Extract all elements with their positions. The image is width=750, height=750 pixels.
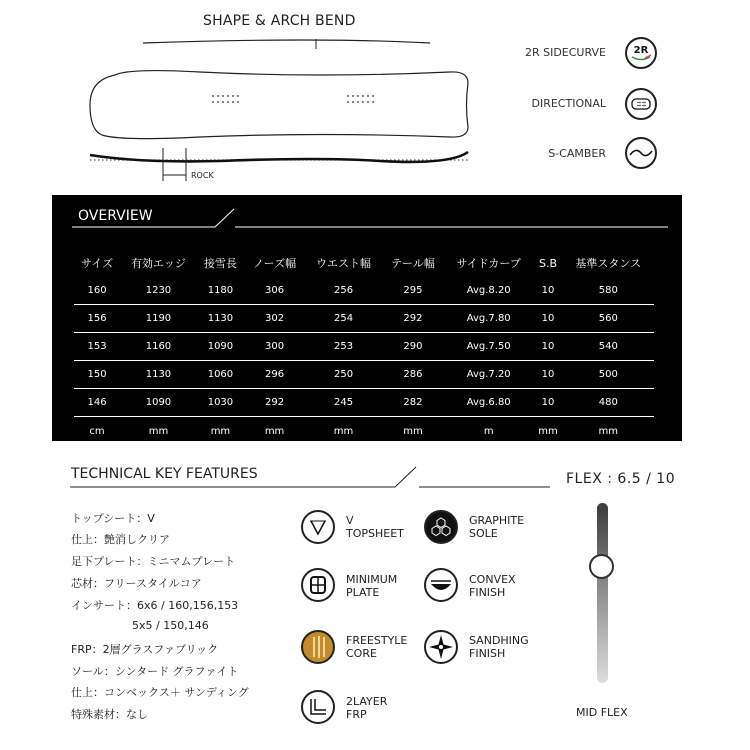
unit-cell: mm xyxy=(333,425,354,437)
col-header: ウエスト幅 xyxy=(316,257,372,270)
feature-line2: TOPSHEET xyxy=(346,527,404,540)
graphite-sole-icon xyxy=(424,510,458,544)
flex-slider-track xyxy=(597,503,608,683)
rock-label: ROCK xyxy=(191,171,214,180)
unit-cell: mm xyxy=(403,425,423,437)
overview-title-underline xyxy=(72,207,672,231)
spec-cell: 302 xyxy=(244,305,305,333)
feature-line2: FRP xyxy=(346,708,367,721)
spec-cell: 282 xyxy=(382,389,444,417)
spec-cell: Avg.7.20 xyxy=(444,361,534,389)
spec-cell: Avg.8.20 xyxy=(444,277,534,305)
flex-level-label: MID FLEX xyxy=(576,706,628,719)
spec-cell: Avg.7.80 xyxy=(444,305,534,333)
feature-line1: GRAPHITE xyxy=(469,514,525,527)
feature-label-graphite-sole xyxy=(469,514,524,540)
spec-line: ソール：シンタード グラファイト xyxy=(71,665,239,678)
spec-cell: 580 xyxy=(563,277,654,305)
unit-cell: m xyxy=(483,425,494,437)
flex-rating-label: FLEX : 6.5 / 10 xyxy=(566,471,676,487)
feature-label-convex-finish xyxy=(469,573,516,599)
spec-line: トップシート：V xyxy=(71,512,155,525)
spec-cell: 1090 xyxy=(197,333,244,361)
feature-line1: SANDHING xyxy=(469,634,529,647)
feature-line1: MINIMUM xyxy=(346,573,398,586)
spec-cell: 146 xyxy=(74,389,120,417)
s-camber-icon xyxy=(625,137,657,169)
shape-title: SHAPE & ARCH BEND xyxy=(203,13,356,29)
feature-line2: FINISH xyxy=(469,586,506,599)
spec-line: 5x5 / 150,146 xyxy=(132,619,209,632)
spec-line: 芯材：フリースタイルコア xyxy=(71,577,202,590)
directional-icon xyxy=(625,88,657,120)
feature-line1: CONVEX xyxy=(469,573,516,586)
board-shape-diagram xyxy=(80,35,480,190)
2layer-frp-icon xyxy=(301,690,335,724)
spec-cell: 292 xyxy=(382,305,444,333)
2r-icon-text: 2R xyxy=(633,45,649,56)
spec-cell: 250 xyxy=(305,361,382,389)
spec-cell: 540 xyxy=(563,333,654,361)
2r-sidecurve-icon xyxy=(625,37,657,69)
col-header: S.B xyxy=(539,256,558,270)
spec-cell: 290 xyxy=(382,333,444,361)
directional-label: DIRECTIONAL xyxy=(531,97,606,110)
col-header: ノーズ幅 xyxy=(252,257,297,270)
spec-cell: 153 xyxy=(74,333,120,361)
unit-cell: mm xyxy=(538,425,558,437)
spec-line: FRP：2層グラスファブリック xyxy=(71,643,219,656)
convex-finish-icon xyxy=(424,568,458,602)
unit-cell: mm xyxy=(148,425,169,437)
feature-label-freestyle-core xyxy=(346,634,407,660)
feature-label-2layer-frp xyxy=(346,695,387,721)
spec-cell: 10 xyxy=(534,305,563,333)
spec-line: 仕上：艶消しクリア xyxy=(71,533,170,546)
spec-cell: 286 xyxy=(382,361,444,389)
feature-line2: CORE xyxy=(346,647,377,660)
col-header: テール幅 xyxy=(391,257,435,270)
col-header: 有効エッジ xyxy=(131,257,186,270)
minimum-plate-icon xyxy=(301,568,335,602)
spec-cell: 1060 xyxy=(197,361,244,389)
spec-cell: 560 xyxy=(563,305,654,333)
spec-cell: 296 xyxy=(244,361,305,389)
sandhing-finish-icon xyxy=(424,630,458,664)
flex-slider-knob xyxy=(589,554,614,579)
spec-cell: 156 xyxy=(74,305,120,333)
spec-cell: 1160 xyxy=(120,333,197,361)
spec-cell: Avg.6.80 xyxy=(444,389,534,417)
feature-label-sandhing-finish xyxy=(469,634,529,660)
col-header: 基準スタンス xyxy=(575,257,642,270)
spec-cell: 1130 xyxy=(197,305,244,333)
spec-cell: 480 xyxy=(563,389,654,417)
spec-cell: 150 xyxy=(74,361,120,389)
tech-title: TECHNICAL KEY FEATURES xyxy=(71,466,258,482)
spec-cell: 1030 xyxy=(197,389,244,417)
freestyle-core-icon xyxy=(301,630,335,664)
feature-line2: FINISH xyxy=(469,647,506,660)
sidecurve-label: 2R SIDECURVE xyxy=(524,46,606,59)
spec-cell: 500 xyxy=(563,361,654,389)
col-header: サイズ xyxy=(80,257,114,270)
spec-cell: Avg.7.50 xyxy=(444,333,534,361)
spec-line: 仕上：コンベックス＋ サンディング xyxy=(71,686,249,699)
spec-cell: 254 xyxy=(305,305,382,333)
spec-cell: 10 xyxy=(534,333,563,361)
s-camber-label: S-CAMBER xyxy=(548,147,606,160)
spec-row xyxy=(74,389,654,417)
tech-title-underline xyxy=(70,464,560,492)
col-header: サイドカーブ xyxy=(456,257,521,270)
spec-line: 足下プレート：ミニマムプレート xyxy=(71,555,236,568)
col-header: 接雪長 xyxy=(203,257,237,270)
feature-label-minimum-plate xyxy=(346,573,397,599)
spec-header-row xyxy=(74,249,654,277)
spec-cell: 1130 xyxy=(120,361,197,389)
spec-cell: 1230 xyxy=(120,277,197,305)
feature-label-v-topsheet xyxy=(346,514,404,540)
feature-line2: SOLE xyxy=(469,527,498,540)
spec-cell: 253 xyxy=(305,333,382,361)
spec-line: 特殊素材：なし xyxy=(71,708,148,721)
spec-cell: 160 xyxy=(74,277,120,305)
spec-cell: 1190 xyxy=(120,305,197,333)
spec-row xyxy=(74,361,654,389)
feature-line1: 2LAYER xyxy=(346,695,388,708)
unit-cell: mm xyxy=(598,425,618,437)
spec-line: インサート：6x6 / 160,156,153 xyxy=(71,599,239,612)
spec-cell: 245 xyxy=(305,389,382,417)
spec-cell: 306 xyxy=(244,277,305,305)
unit-cell: mm xyxy=(210,425,231,437)
spec-cell: 292 xyxy=(244,389,305,417)
spec-table xyxy=(74,249,654,445)
unit-cell: mm xyxy=(264,425,285,437)
v-topsheet-icon xyxy=(301,510,335,544)
spec-row xyxy=(74,333,654,361)
overview-title: OVERVIEW xyxy=(78,208,153,224)
spec-cell: 295 xyxy=(382,277,444,305)
unit-cell: cm xyxy=(89,425,105,437)
spec-row xyxy=(74,305,654,333)
spec-cell: 256 xyxy=(305,277,382,305)
spec-cell: 10 xyxy=(534,277,563,305)
feature-line2: PLATE xyxy=(346,586,380,599)
spec-cell: 10 xyxy=(534,389,563,417)
overview-panel xyxy=(52,195,682,441)
spec-cell: 1180 xyxy=(197,277,244,305)
units-row xyxy=(74,417,654,446)
feature-line1: FREESTYLE xyxy=(346,634,408,647)
spec-cell: 300 xyxy=(244,333,305,361)
feature-line1: V xyxy=(346,514,354,527)
spec-row xyxy=(74,277,654,305)
spec-cell: 10 xyxy=(534,361,563,389)
spec-cell: 1090 xyxy=(120,389,197,417)
